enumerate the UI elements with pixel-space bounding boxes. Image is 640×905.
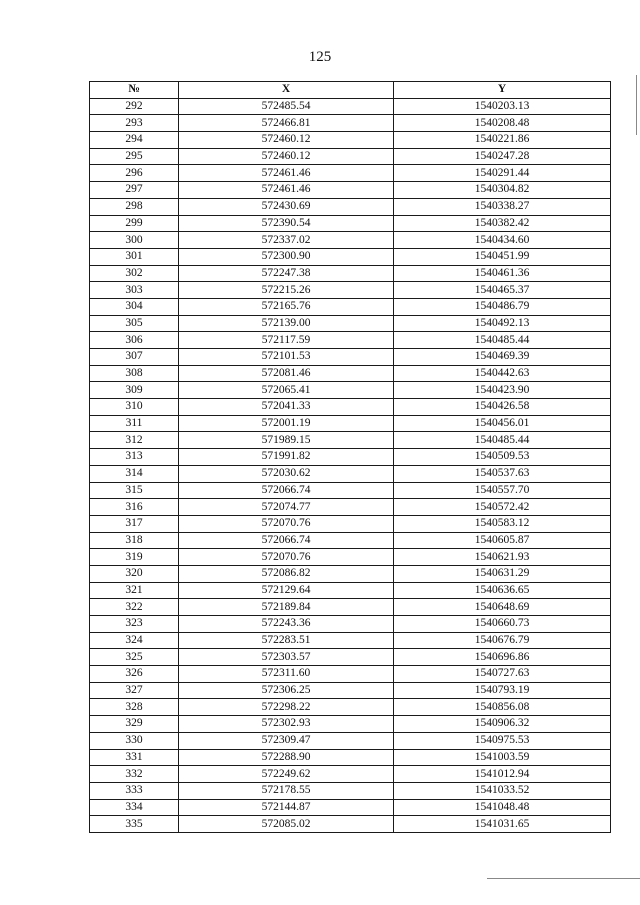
table-row	[90, 198, 611, 215]
table-row	[90, 148, 611, 165]
cell-x: 572249.62	[179, 766, 394, 783]
cell-x: 572243.36	[179, 616, 394, 633]
table-row	[90, 616, 611, 633]
cell-y: 1540727.63	[394, 666, 611, 683]
cell-number: 308	[90, 365, 179, 382]
cell-y: 1540660.73	[394, 616, 611, 633]
cell-x: 572300.90	[179, 248, 394, 265]
cell-x: 572460.12	[179, 132, 394, 149]
cell-x: 572101.53	[179, 349, 394, 366]
table-row	[90, 799, 611, 816]
cell-y: 1540557.70	[394, 482, 611, 499]
cell-number: 328	[90, 699, 179, 716]
cell-y: 1540486.79	[394, 298, 611, 315]
cell-x: 572178.55	[179, 782, 394, 799]
cell-x: 572298.22	[179, 699, 394, 716]
cell-number: 329	[90, 716, 179, 733]
cell-number: 322	[90, 599, 179, 616]
cell-number: 331	[90, 749, 179, 766]
cell-y: 1540605.87	[394, 532, 611, 549]
cell-number: 324	[90, 632, 179, 649]
cell-number: 297	[90, 182, 179, 199]
cell-number: 315	[90, 482, 179, 499]
cell-number: 333	[90, 782, 179, 799]
cell-x: 571989.15	[179, 432, 394, 449]
cell-number: 313	[90, 449, 179, 466]
cell-y: 1540583.12	[394, 515, 611, 532]
cell-y: 1540382.42	[394, 215, 611, 232]
cell-y: 1541048.48	[394, 799, 611, 816]
cell-number: 303	[90, 282, 179, 299]
table-row	[90, 582, 611, 599]
cell-x: 572081.46	[179, 365, 394, 382]
table-row	[90, 332, 611, 349]
cell-x: 572066.74	[179, 482, 394, 499]
cell-number: 307	[90, 349, 179, 366]
cell-number: 323	[90, 616, 179, 633]
cell-x: 572139.00	[179, 315, 394, 332]
cell-number: 300	[90, 232, 179, 249]
cell-y: 1540636.65	[394, 582, 611, 599]
table-row	[90, 749, 611, 766]
table-row	[90, 816, 611, 833]
cell-number: 334	[90, 799, 179, 816]
table-row	[90, 232, 611, 249]
cell-y: 1540492.13	[394, 315, 611, 332]
cell-x: 572311.60	[179, 666, 394, 683]
cell-x: 572086.82	[179, 565, 394, 582]
cell-x: 572247.38	[179, 265, 394, 282]
table-row	[90, 565, 611, 582]
cell-x: 572070.76	[179, 549, 394, 566]
table-row	[90, 365, 611, 382]
cell-number: 325	[90, 649, 179, 666]
cell-y: 1540456.01	[394, 415, 611, 432]
cell-number: 296	[90, 165, 179, 182]
cell-number: 304	[90, 298, 179, 315]
table-row	[90, 732, 611, 749]
cell-x: 572129.64	[179, 582, 394, 599]
cell-x: 572283.51	[179, 632, 394, 649]
cell-number: 301	[90, 248, 179, 265]
cell-x: 572117.59	[179, 332, 394, 349]
cell-number: 316	[90, 499, 179, 516]
cell-y: 1540906.32	[394, 716, 611, 733]
coordinates-table	[89, 81, 611, 833]
cell-y: 1540648.69	[394, 599, 611, 616]
table-row	[90, 682, 611, 699]
cell-y: 1540856.08	[394, 699, 611, 716]
column-header-x: X	[179, 82, 394, 99]
table-row	[90, 432, 611, 449]
cell-y: 1541033.52	[394, 782, 611, 799]
cell-x: 572070.76	[179, 515, 394, 532]
cell-x: 572302.93	[179, 716, 394, 733]
table-row	[90, 782, 611, 799]
table-row	[90, 265, 611, 282]
cell-y: 1540572.42	[394, 499, 611, 516]
cell-x: 572215.26	[179, 282, 394, 299]
table-row	[90, 482, 611, 499]
cell-number: 293	[90, 115, 179, 132]
cell-x: 572144.87	[179, 799, 394, 816]
table-row	[90, 632, 611, 649]
cell-y: 1540203.13	[394, 98, 611, 115]
table-row	[90, 649, 611, 666]
scan-edge-line	[636, 75, 637, 135]
cell-x: 572085.02	[179, 816, 394, 833]
cell-y: 1540304.82	[394, 182, 611, 199]
cell-y: 1540208.48	[394, 115, 611, 132]
cell-x: 572030.62	[179, 465, 394, 482]
cell-x: 572303.57	[179, 649, 394, 666]
cell-x: 572041.33	[179, 399, 394, 416]
cell-x: 572390.54	[179, 215, 394, 232]
cell-number: 335	[90, 816, 179, 833]
table-row	[90, 465, 611, 482]
cell-y: 1540451.99	[394, 248, 611, 265]
cell-number: 330	[90, 732, 179, 749]
table-row	[90, 315, 611, 332]
cell-y: 1540221.86	[394, 132, 611, 149]
cell-x: 572485.54	[179, 98, 394, 115]
cell-y: 1540537.63	[394, 465, 611, 482]
table-header-row	[90, 82, 611, 99]
cell-number: 317	[90, 515, 179, 532]
column-header-y: Y	[394, 82, 611, 99]
cell-x: 572430.69	[179, 198, 394, 215]
cell-x: 572066.74	[179, 532, 394, 549]
table-row	[90, 716, 611, 733]
cell-x: 572165.76	[179, 298, 394, 315]
table-row	[90, 532, 611, 549]
table-row	[90, 415, 611, 432]
page-number: 125	[308, 49, 332, 65]
table-row	[90, 766, 611, 783]
cell-number: 319	[90, 549, 179, 566]
cell-y: 1540423.90	[394, 382, 611, 399]
cell-number: 306	[90, 332, 179, 349]
table-row	[90, 298, 611, 315]
cell-x: 572466.81	[179, 115, 394, 132]
scan-edge-line	[487, 878, 640, 879]
cell-y: 1540975.53	[394, 732, 611, 749]
table-row	[90, 248, 611, 265]
table-row	[90, 115, 611, 132]
table-row	[90, 399, 611, 416]
table-row	[90, 599, 611, 616]
table-row	[90, 165, 611, 182]
table-row	[90, 282, 611, 299]
cell-number: 312	[90, 432, 179, 449]
cell-number: 320	[90, 565, 179, 582]
cell-y: 1540338.27	[394, 198, 611, 215]
cell-y: 1540509.53	[394, 449, 611, 466]
cell-y: 1540485.44	[394, 432, 611, 449]
cell-y: 1540793.19	[394, 682, 611, 699]
cell-y: 1540676.79	[394, 632, 611, 649]
cell-x: 572001.19	[179, 415, 394, 432]
cell-number: 310	[90, 399, 179, 416]
cell-y: 1540461.36	[394, 265, 611, 282]
cell-number: 309	[90, 382, 179, 399]
cell-y: 1540247.28	[394, 148, 611, 165]
cell-x: 572461.46	[179, 165, 394, 182]
cell-x: 572309.47	[179, 732, 394, 749]
cell-number: 294	[90, 132, 179, 149]
cell-x: 572461.46	[179, 182, 394, 199]
cell-x: 572189.84	[179, 599, 394, 616]
table-row	[90, 132, 611, 149]
table-row	[90, 349, 611, 366]
table-row	[90, 449, 611, 466]
table-row	[90, 382, 611, 399]
table-row	[90, 666, 611, 683]
cell-y: 1541003.59	[394, 749, 611, 766]
cell-y: 1540426.58	[394, 399, 611, 416]
cell-number: 299	[90, 215, 179, 232]
cell-number: 311	[90, 415, 179, 432]
cell-x: 571991.82	[179, 449, 394, 466]
cell-y: 1540465.37	[394, 282, 611, 299]
cell-x: 572306.25	[179, 682, 394, 699]
cell-number: 295	[90, 148, 179, 165]
cell-y: 1540442.63	[394, 365, 611, 382]
table-row	[90, 499, 611, 516]
cell-y: 1540621.93	[394, 549, 611, 566]
table-row	[90, 182, 611, 199]
cell-y: 1541031.65	[394, 816, 611, 833]
cell-number: 305	[90, 315, 179, 332]
table-row	[90, 98, 611, 115]
table-row	[90, 549, 611, 566]
column-header-number: №	[90, 82, 179, 99]
cell-x: 572460.12	[179, 148, 394, 165]
cell-number: 302	[90, 265, 179, 282]
cell-number: 298	[90, 198, 179, 215]
cell-number: 314	[90, 465, 179, 482]
cell-y: 1540434.60	[394, 232, 611, 249]
cell-number: 327	[90, 682, 179, 699]
cell-number: 292	[90, 98, 179, 115]
table-row	[90, 215, 611, 232]
cell-y: 1540696.86	[394, 649, 611, 666]
cell-number: 321	[90, 582, 179, 599]
cell-x: 572065.41	[179, 382, 394, 399]
cell-y: 1541012.94	[394, 766, 611, 783]
cell-y: 1540291.44	[394, 165, 611, 182]
table-body	[90, 98, 611, 832]
table-row	[90, 699, 611, 716]
cell-x: 572288.90	[179, 749, 394, 766]
cell-number: 326	[90, 666, 179, 683]
cell-number: 318	[90, 532, 179, 549]
cell-number: 332	[90, 766, 179, 783]
cell-y: 1540485.44	[394, 332, 611, 349]
table-row	[90, 515, 611, 532]
cell-y: 1540631.29	[394, 565, 611, 582]
cell-y: 1540469.39	[394, 349, 611, 366]
cell-x: 572074.77	[179, 499, 394, 516]
cell-x: 572337.02	[179, 232, 394, 249]
